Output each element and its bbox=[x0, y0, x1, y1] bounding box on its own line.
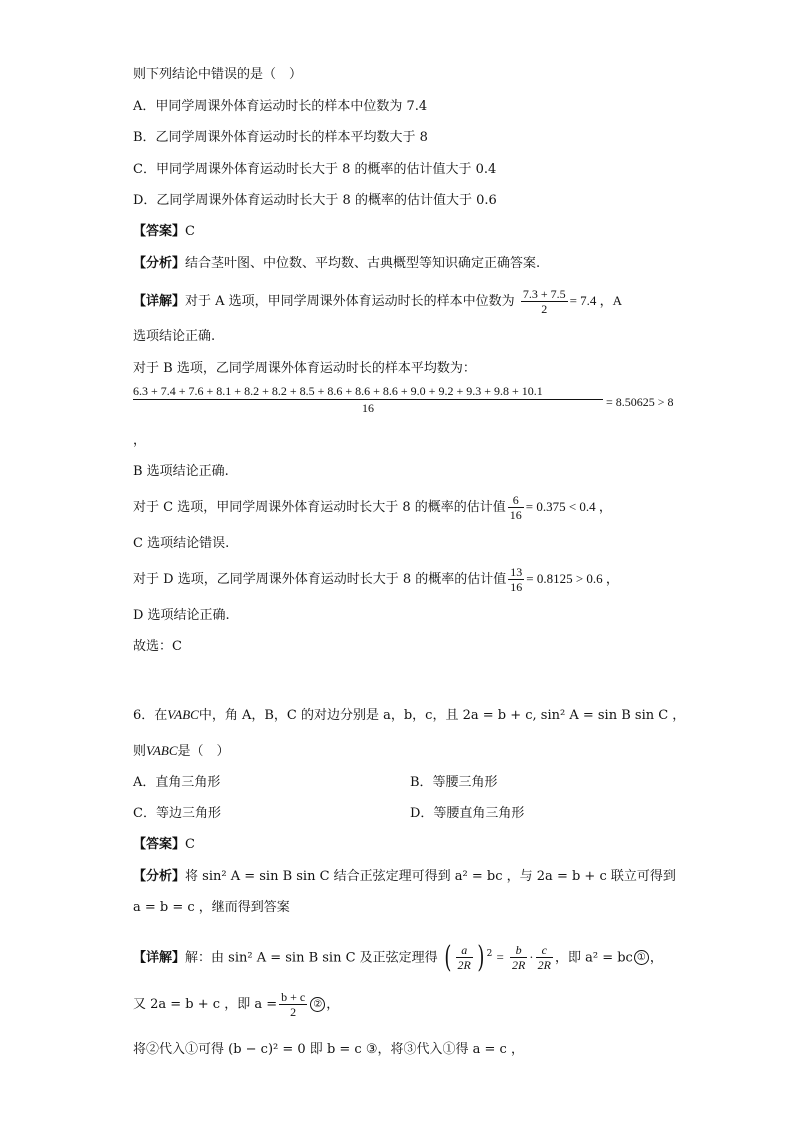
q5-detail-b-intro: 对于 B 选项，乙同学周课外体育运动时长的样本平均数为： bbox=[133, 361, 476, 376]
q5-detail-d-conc: D 选项结论正确. bbox=[133, 608, 230, 623]
q6-stem2-pre: 则 bbox=[133, 744, 147, 759]
fraction-median bbox=[521, 287, 568, 316]
q5-analysis bbox=[133, 255, 540, 273]
fraction-num: 6 bbox=[512, 493, 519, 507]
exponent: 2 bbox=[486, 949, 493, 959]
fraction-d bbox=[508, 565, 524, 594]
q6-option-d: D．等腰直角三角形 bbox=[410, 806, 525, 821]
q6-answer bbox=[133, 836, 195, 854]
equals-sign: = bbox=[496, 949, 504, 965]
multiply-dot: · bbox=[529, 949, 534, 965]
fraction-den: 2R bbox=[511, 958, 526, 973]
fraction-den: 2 bbox=[279, 1004, 307, 1019]
detail-a-prefix: 对于 A 选项，甲同学周课外体育运动时长的样本中位数为 bbox=[185, 294, 515, 309]
detail-c-result: = 0.375 < 0.4 ， bbox=[525, 499, 612, 514]
q6-stem-text: 中，角 A，B，C 的对边分别是 a，b，c，且 2a = b + c, sin² A = sin B sin C ， bbox=[198, 708, 686, 723]
analysis-tag: 【分析】 bbox=[133, 256, 186, 271]
detail-c-prefix: 对于 C 选项，甲同学周课外体育运动时长大于 8 的概率的估计值 bbox=[133, 500, 506, 515]
detail-2-end: ， bbox=[326, 997, 340, 1012]
fraction-mean-result: = 8.50625 > 8 bbox=[606, 395, 674, 409]
q6-option-c: C．等边三角形 bbox=[133, 806, 221, 821]
answer-value: C bbox=[185, 837, 195, 852]
triangle-symbol: VABC bbox=[146, 743, 178, 758]
detail-1-prefix: 解：由 sin² A = sin B sin C 及正弦定理得 bbox=[185, 950, 438, 966]
fraction-den: 2R bbox=[457, 958, 471, 973]
q5-option-b: B．乙同学周课外体育运动时长的样本平均数大于 8 bbox=[133, 130, 428, 145]
fraction-num: 13 bbox=[510, 565, 523, 579]
fraction-num: a bbox=[461, 943, 468, 958]
analysis-text: 结合茎叶图、中位数、平均数、古典概型等知识确定正确答案. bbox=[185, 256, 541, 271]
answer-value: C bbox=[185, 224, 195, 239]
q5-detail-a bbox=[133, 287, 622, 316]
paren-right: ) bbox=[477, 939, 485, 975]
q6-number: 6．在 bbox=[133, 708, 168, 723]
q5-detail-c bbox=[133, 493, 612, 522]
q5-stem-tail: 则下列结论中错误的是（ ） bbox=[133, 67, 303, 82]
detail-d-prefix: 对于 D 选项，乙同学周课外体育运动时长大于 8 的概率的估计值 bbox=[133, 572, 507, 587]
q6-detail-1 bbox=[133, 937, 663, 975]
detail-d-result: = 0.8125 > 0.6 ， bbox=[526, 571, 619, 586]
q6-detail-2 bbox=[133, 990, 339, 1020]
q5-option-a: A．甲同学周课外体育运动时长的样本中位数为 7.4 bbox=[133, 99, 428, 114]
fraction-den: 2R bbox=[537, 958, 551, 973]
detail-1-end: ， bbox=[649, 950, 663, 966]
q6-option-b: B．等腰三角形 bbox=[410, 775, 498, 790]
q5-answer bbox=[133, 223, 195, 241]
fraction-c-2R bbox=[536, 943, 553, 972]
fraction-c bbox=[508, 493, 524, 522]
fraction-bc-2 bbox=[279, 990, 307, 1019]
fraction-den: 16 bbox=[510, 580, 523, 594]
analysis-tag: 【分析】 bbox=[133, 869, 186, 884]
fraction-num: b bbox=[515, 943, 522, 958]
detail-tag: 【详解】 bbox=[133, 950, 186, 966]
detail-tag: 【详解】 bbox=[133, 294, 186, 309]
fraction-mean-den: 16 bbox=[362, 401, 374, 415]
detail-a-result: = 7.4 ，A bbox=[569, 293, 623, 308]
q6-analysis-2: a = b = c ，继而得到答案 bbox=[133, 900, 290, 915]
fraction-den: 16 bbox=[509, 508, 522, 522]
q6-stem2-post: 是（ ） bbox=[177, 744, 230, 759]
answer-tag: 【答案】 bbox=[133, 837, 186, 852]
fraction-a-2R bbox=[456, 943, 473, 972]
triangle-symbol: VABC bbox=[167, 707, 199, 722]
q5-option-c: C．甲同学周课外体育运动时长大于 8 的概率的估计值大于 0.4 bbox=[133, 162, 497, 177]
q5-detail-b-comma: ， bbox=[133, 433, 147, 448]
paren-left: ( bbox=[444, 939, 452, 975]
q5-option-d: D．乙同学周课外体育运动时长大于 8 的概率的估计值大于 0.6 bbox=[133, 193, 497, 208]
fraction-den: 2 bbox=[521, 301, 568, 316]
fraction-num: 7.3 + 7.5 bbox=[522, 287, 566, 301]
q6-stem bbox=[133, 706, 685, 725]
q5-final: 故选：C bbox=[133, 639, 182, 654]
fraction-b-2R bbox=[510, 943, 527, 972]
fraction-mean bbox=[133, 383, 603, 416]
detail-1-post: ，即 a² = bc bbox=[554, 950, 633, 966]
fraction-mean-num: 6.3 + 7.4 + 7.6 + 8.1 + 8.2 + 8.2 + 8.5 + 8.6 + 8.6 + 8.6 + 9.0 + 9.2 + 9.3 + 9.8 + 10.1 bbox=[133, 384, 543, 398]
fraction-num: b + c bbox=[281, 990, 306, 1004]
q5-detail-a-cont: 选项结论正确. bbox=[133, 329, 216, 344]
q5-detail-c-conc: C 选项结论错误. bbox=[133, 536, 230, 551]
fraction-num: c bbox=[541, 943, 547, 958]
q6-stem-2 bbox=[133, 742, 230, 761]
detail-2-prefix: 又 2a = b + c ，即 a = bbox=[133, 997, 278, 1012]
q6-analysis bbox=[133, 868, 676, 886]
analysis-text: 将 sin² A = sin B sin C 结合正弦定理可得到 a² = bc ，与 2a = b + c 联立可得到 bbox=[185, 869, 676, 884]
q5-detail-b-conc: B 选项结论正确. bbox=[133, 464, 229, 479]
circled-one-icon: ① bbox=[634, 950, 649, 965]
circled-two-icon: ② bbox=[310, 997, 325, 1012]
answer-tag: 【答案】 bbox=[133, 224, 186, 239]
q6-option-a: A．直角三角形 bbox=[133, 775, 221, 790]
q6-detail-3: 将②代入①可得 (b − c)² = 0 即 b = c ③，将③代入①得 a = c ， bbox=[133, 1042, 524, 1057]
q5-detail-d bbox=[133, 565, 619, 594]
